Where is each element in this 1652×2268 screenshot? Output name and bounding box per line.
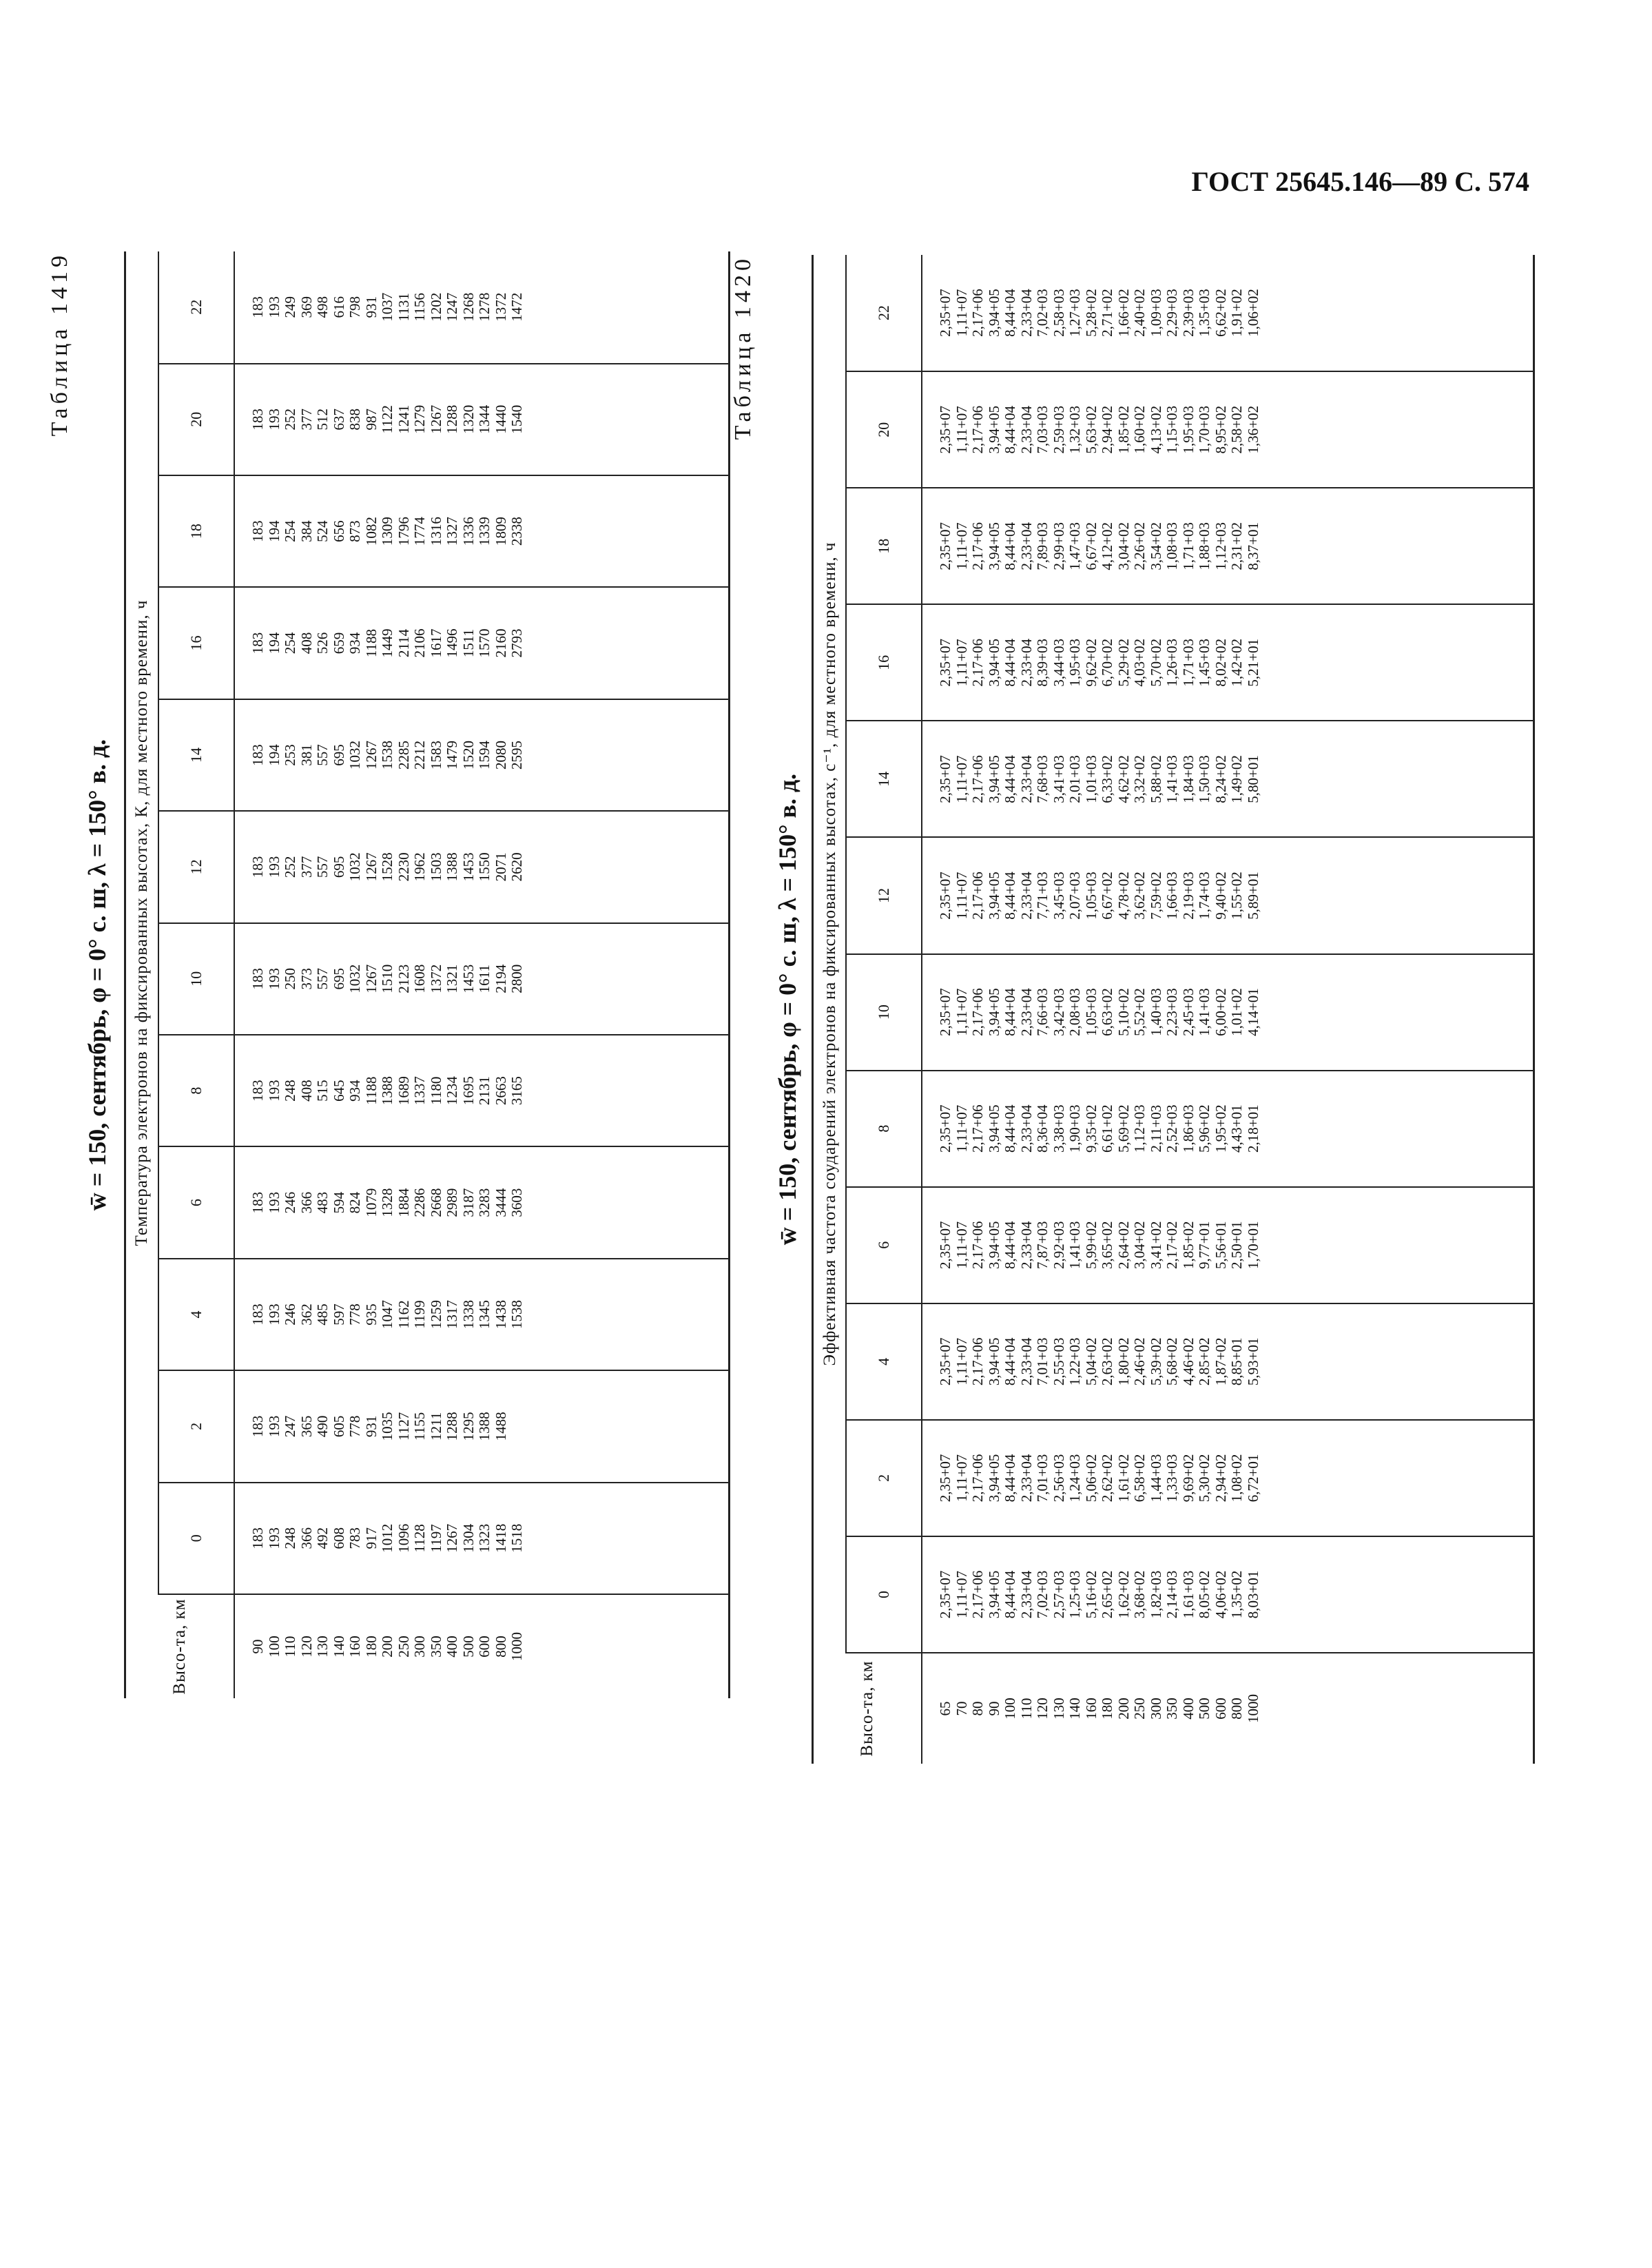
table-row — [234, 251, 730, 1698]
hour-header: 20 — [846, 371, 922, 488]
table-1420-block — [730, 255, 1543, 1764]
value-column: 2,35+07 1,11+07 2,17+06 3,94+05 8,44+04 2,33+04 7,87+03 2,92+03 1,41+03 5,99+02 3,65+02 2,64+02 3,04+02 3,41+02 2,17+02 1,85+02 9,77+01 5,56+01 2,50+01 1,70+01 — [922, 1187, 1534, 1303]
hour-header: 6 — [158, 1146, 234, 1258]
hour-header: 4 — [846, 1303, 922, 1420]
value-column: 2,35+07 1,11+07 2,17+06 3,94+05 8,44+04 2,33+04 8,36+04 3,38+03 1,90+03 9,35+02 6,61+02 5,69+02 1,12+03 2,11+03 2,52+03 1,86+03 5,96+02 1,95+02 4,43+01 2,18+01 — [922, 1071, 1534, 1187]
hour-header: 0 — [846, 1536, 922, 1653]
value-column: 2,35+07 1,11+07 2,17+06 3,94+05 8,44+04 2,33+04 7,03+03 2,59+03 1,32+03 5,63+02 2,94+02 1,85+02 1,60+02 4,13+02 1,15+03 1,95+03 1,70+03 8,95+02 2,58+02 1,36+02 — [922, 371, 1534, 488]
hour-header: 16 — [846, 604, 922, 721]
data-table — [812, 255, 1535, 1764]
hour-header: 18 — [846, 488, 922, 604]
value-column: 183 193 252 377 512 637 838 987 1122 1241 1279 1267 1288 1320 1344 1440 1540 — [234, 364, 730, 475]
altitude-header: Высо-та, км — [813, 1653, 922, 1764]
value-column: 2,35+07 1,11+07 2,17+06 3,94+05 8,44+04 2,33+04 7,02+03 2,58+03 1,27+03 5,28+02 2,71+02 1,66+02 2,40+02 1,09+03 2,29+03 2,39+03 1,35+03 6,62+02 1,91+02 1,06+02 — [922, 255, 1534, 371]
hour-header: 6 — [846, 1187, 922, 1303]
value-column: 183 193 252 377 557 695 1032 1267 1528 2230 1962 1503 1388 1453 1550 2071 2620 — [234, 811, 730, 922]
value-column: 183 194 254 408 526 659 934 1188 1449 2114 2106 1617 1496 1511 1570 2160 2793 — [234, 587, 730, 699]
hour-header: 14 — [846, 721, 922, 837]
hour-header: 8 — [158, 1035, 234, 1146]
hour-header: 10 — [158, 923, 234, 1035]
table-title: w̄ = 150, сентябрь, φ = 0° с. ш, λ = 150° в. д. — [83, 739, 111, 1211]
table-label: Таблица 1420 — [730, 255, 756, 440]
value-column: 2,35+07 1,11+07 2,17+06 3,94+05 8,44+04 2,33+04 7,01+03 2,55+03 1,22+03 5,04+02 2,63+02 1,80+02 2,46+02 5,39+02 5,68+02 4,46+02 2,85+02 1,87+02 8,85+01 5,93+01 — [922, 1303, 1534, 1420]
table-caption: Эффективная частота соударений электронов на фиксированных высотах, с⁻¹, для местного времени, ч — [813, 255, 847, 1653]
value-column: 2,35+07 1,11+07 2,17+06 3,94+05 8,44+04 2,33+04 7,89+03 2,99+03 1,47+03 6,67+02 4,12+02 3,04+02 2,26+02 3,54+02 1,08+03 1,71+03 1,88+03 1,12+03 2,31+02 8,37+01 — [922, 488, 1534, 604]
hour-header: 22 — [846, 255, 922, 371]
value-column: 2,35+07 1,11+07 2,17+06 3,94+05 8,44+04 2,33+04 7,01+03 2,56+03 1,24+03 5,06+02 2,62+02 1,61+02 6,58+02 1,44+03 1,33+03 9,69+02 5,30+02 2,94+02 1,08+02 6,72+01 — [922, 1420, 1534, 1536]
hour-header: 12 — [846, 837, 922, 953]
table-grid — [124, 251, 730, 1698]
table-row — [922, 255, 1534, 1764]
hour-header: 8 — [846, 1071, 922, 1187]
value-column: 2,35+07 1,11+07 2,17+06 3,94+05 8,44+04 2,33+04 7,68+03 3,41+03 2,01+03 1,01+03 6,33+02 4,62+02 3,32+02 5,88+02 1,41+03 1,84+03 1,50+03 8,24+02 1,49+02 5,80+01 — [922, 721, 1534, 837]
value-column: 183 193 248 366 492 608 783 917 1012 1096 1128 1197 1267 1304 1323 1418 1518 — [234, 1483, 730, 1594]
altitude-column: 90 100 110 120 130 140 160 180 200 250 300 350 400 500 600 800 1000 — [249, 1632, 525, 1661]
table-1419-block — [41, 251, 737, 1698]
value-column: 2,35+07 1,11+07 2,17+06 3,94+05 8,44+04 2,33+04 8,39+03 3,44+03 1,95+03 9,62+02 6,70+02 5,29+02 4,03+02 5,70+02 1,26+03 1,71+03 1,45+03 8,02+02 1,42+02 5,21+01 — [922, 604, 1534, 721]
value-column: 183 194 253 381 557 695 1032 1267 1538 2285 2212 1583 1479 1520 1594 2080 2595 — [234, 699, 730, 811]
value-column: 2,35+07 1,11+07 2,17+06 3,94+05 8,44+04 2,33+04 7,02+03 2,57+03 1,25+03 5,16+02 2,65+02 1,62+02 3,68+02 1,82+03 2,14+03 1,61+03 8,05+02 4,06+02 1,35+02 8,03+01 — [922, 1536, 1534, 1653]
hour-header: 2 — [158, 1370, 234, 1482]
value-column: 183 193 248 408 515 645 934 1188 1388 1689 1337 1180 1234 1695 2131 2663 3165 — [234, 1035, 730, 1146]
hour-header: 18 — [158, 475, 234, 587]
page-header: ГОСТ 25645.146—89 С. 574 — [1191, 166, 1529, 197]
hour-header: 14 — [158, 699, 234, 811]
hour-header: 0 — [158, 1483, 234, 1594]
table-caption: Температура электронов на фиксированных высотах, К, для местного времени, ч — [125, 251, 159, 1594]
value-column: 2,35+07 1,11+07 2,17+06 3,94+05 8,44+04 2,33+04 7,66+03 3,42+03 2,08+03 1,05+03 6,63+02 5,10+02 5,52+02 1,40+03 2,23+03 2,45+03 1,41+03 6,00+02 1,01+02 4,14+01 — [922, 954, 1534, 1071]
value-column: 2,35+07 1,11+07 2,17+06 3,94+05 8,44+04 2,33+04 7,71+03 3,45+03 2,07+03 1,05+03 6,67+02 4,78+02 3,62+02 7,59+02 1,66+03 2,19+03 1,74+03 9,40+02 1,55+02 5,89+01 — [922, 837, 1534, 953]
value-column: 183 193 250 373 557 695 1032 1267 1510 2123 1608 1372 1321 1453 1611 2194 2800 — [234, 923, 730, 1035]
table-label: Таблица 1419 — [47, 251, 72, 437]
hour-header: 12 — [158, 811, 234, 922]
value-column: 183 193 246 366 483 594 824 1079 1328 1884 2286 2668 2989 3187 3283 3444 3603 — [234, 1146, 730, 1258]
hour-header: 10 — [846, 954, 922, 1071]
value-column: 183 194 254 384 524 656 873 1082 1309 1796 1774 1316 1327 1336 1339 1809 2338 — [234, 475, 730, 587]
hour-header: 22 — [158, 251, 234, 364]
hour-header: 20 — [158, 364, 234, 475]
data-table — [124, 251, 730, 1698]
value-column: 183 193 247 365 490 605 778 931 1035 1127 1155 1211 1288 1295 1388 1488 — [234, 1370, 730, 1482]
altitude-column: 65 70 80 90 100 110 120 130 140 160 180 200 250 300 350 400 500 600 800 1000 — [937, 1694, 1261, 1723]
hour-header: 2 — [846, 1420, 922, 1536]
hour-header: 16 — [158, 587, 234, 699]
value-column: 183 193 246 362 485 597 778 935 1047 1162 1199 1259 1317 1338 1345 1438 1538 — [234, 1259, 730, 1370]
altitude-header: Высо-та, км — [125, 1594, 235, 1698]
table-title: w̄ = 150, сентябрь, φ = 0° с. ш, λ = 150° в. д. — [774, 773, 801, 1246]
value-column: 183 193 249 369 498 616 798 931 1037 1131 1156 1202 1247 1268 1278 1372 1472 — [234, 251, 730, 364]
table-grid — [812, 255, 1535, 1764]
hour-header: 4 — [158, 1259, 234, 1370]
